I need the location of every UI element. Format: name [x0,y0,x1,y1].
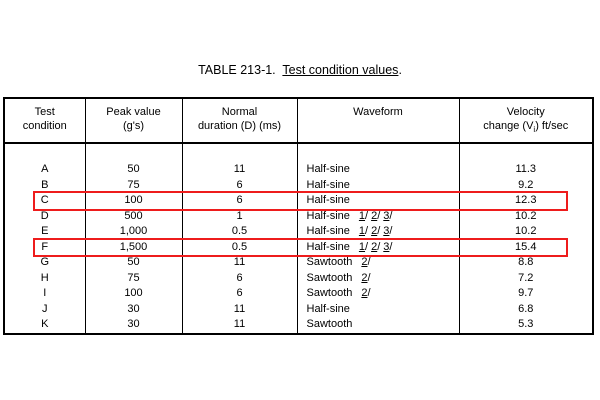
cell-waveform [297,178,459,194]
cell-test-condition: F [41,240,49,253]
cell-waveform [297,209,459,225]
footnote-marker: 1/ [358,225,369,237]
cell-test-condition: I [43,287,47,299]
table-caption-number: TABLE 213-1. [198,63,276,77]
header-line: duration (D) (ms) [197,119,282,132]
waveform-label: Half-sine [306,240,350,253]
footnote-marker: 2/ [371,240,381,253]
footnote-marker: 3/ [383,240,393,253]
cell-peak-value: 500 [85,209,182,225]
cell-waveform [297,271,459,287]
waveform-label: Half-sine [306,194,350,206]
header-test-condition [4,98,85,143]
header-line: Peak value [106,106,161,118]
cell-peak-value: 50 [85,255,182,271]
cell-velocity-change: 12.3 [459,193,593,209]
cell-peak-value: 1,500 [85,240,182,256]
footnote-marker: 3/ [383,225,393,237]
table-row [4,317,593,334]
table-row [4,255,593,271]
footnote-markers [359,225,396,237]
footnote-marker: 2/ [371,209,381,222]
table-row [4,240,593,256]
table-row [4,162,593,178]
waveform-label: Half-sine [306,163,350,175]
cell-test-condition: G [40,256,50,268]
table-row [4,271,593,287]
header-waveform [297,98,459,143]
footnote-markers [361,272,373,284]
cell-test-condition: C [40,194,49,206]
cell-test-condition: E [41,225,49,237]
cell-normal-duration: 6 [182,271,297,287]
table-row [4,302,593,318]
header-line: (g's) [122,119,145,132]
cell-test-condition: A [41,163,49,175]
table-header [4,98,593,143]
waveform-label: Sawtooth [306,256,353,268]
waveform-label: Half-sine [306,209,350,222]
cell-normal-duration: 11 [182,255,297,271]
header-line: change $(V_i)$ ft/sec [483,119,569,134]
header-line: Normal [221,106,258,118]
cell-peak-value: 100 [85,286,182,302]
cell-peak-value: 1,000 [85,224,182,240]
waveform-label: Sawtooth [306,271,353,284]
cell-peak-value: 75 [85,178,182,194]
header-line: Waveform [353,106,403,118]
cell-velocity-change: 15.4 [459,240,593,256]
waveform-label: Half-sine [306,178,350,191]
cell-peak-value: 75 [85,271,182,287]
velocity-subscript: i [533,124,536,134]
cell-test-condition: J [42,302,48,315]
cell-test-condition: K [41,318,49,330]
cell-test-condition: H [40,271,49,284]
table-caption [0,63,600,78]
table-caption-period: . [398,63,402,77]
cell-waveform [297,286,459,302]
cell-normal-duration: 0.5 [182,240,297,256]
cell-normal-duration: 11 [182,317,297,334]
waveform-label: Sawtooth [306,318,353,330]
cell-normal-duration: 11 [182,162,297,178]
cell-velocity-change: 10.2 [459,224,593,240]
cell-peak-value: 50 [85,162,182,178]
table-row [4,224,593,240]
waveform-label: Sawtooth [306,287,353,299]
footnote-marker: 3/ [383,209,393,222]
cell-waveform [297,162,459,178]
table-row [4,209,593,225]
cell-velocity-change: 9.7 [459,286,593,302]
table-row [4,286,593,302]
table-row [4,193,593,209]
cell-peak-value: 30 [85,317,182,334]
cell-peak-value: 30 [85,302,182,318]
footnote-markers [361,256,373,268]
header-line: Test [34,106,55,118]
cell-velocity-change: 8.8 [459,255,593,271]
test-conditions-table [3,97,594,335]
header-normal-duration [182,98,297,143]
cell-velocity-change: 11.3 [459,162,593,178]
cell-velocity-change: 5.3 [459,317,593,334]
header-line: Velocity [506,106,545,118]
cell-normal-duration: 11 [182,302,297,318]
cell-peak-value: 100 [85,193,182,209]
cell-normal-duration: 6 [182,178,297,194]
footnote-marker: 1/ [358,209,369,222]
header-line: condition [22,119,67,132]
cell-waveform [297,302,459,318]
footnote-marker: 2/ [361,271,371,284]
cell-waveform [297,224,459,240]
cell-test-condition: B [41,178,49,191]
table-caption-title: Test condition values [282,63,399,77]
footnote-markers [361,287,373,299]
footnote-marker: 2/ [361,256,371,268]
spacer-row [4,143,593,162]
cell-waveform [297,240,459,256]
cell-waveform [297,255,459,271]
cell-velocity-change: 7.2 [459,271,593,287]
footnote-marker: 1/ [358,240,369,253]
waveform-label: Half-sine [306,302,350,315]
footnote-markers [359,210,396,222]
cell-test-condition: D [40,209,49,222]
cell-velocity-change: 6.8 [459,302,593,318]
footnote-markers [359,241,396,253]
cell-waveform [297,193,459,209]
cell-normal-duration: 6 [182,193,297,209]
waveform-label: Half-sine [306,225,350,237]
footnote-marker: 2/ [361,287,371,299]
cell-velocity-change: 10.2 [459,209,593,225]
table-body [4,143,593,334]
header-peak-value [85,98,182,143]
cell-normal-duration: 6 [182,286,297,302]
header-velocity-change [459,98,593,143]
table-row [4,178,593,194]
cell-velocity-change: 9.2 [459,178,593,194]
cell-waveform [297,317,459,334]
cell-normal-duration: 1 [182,209,297,225]
header-row [4,98,593,143]
footnote-marker: 2/ [371,225,381,237]
cell-normal-duration: 0.5 [182,224,297,240]
